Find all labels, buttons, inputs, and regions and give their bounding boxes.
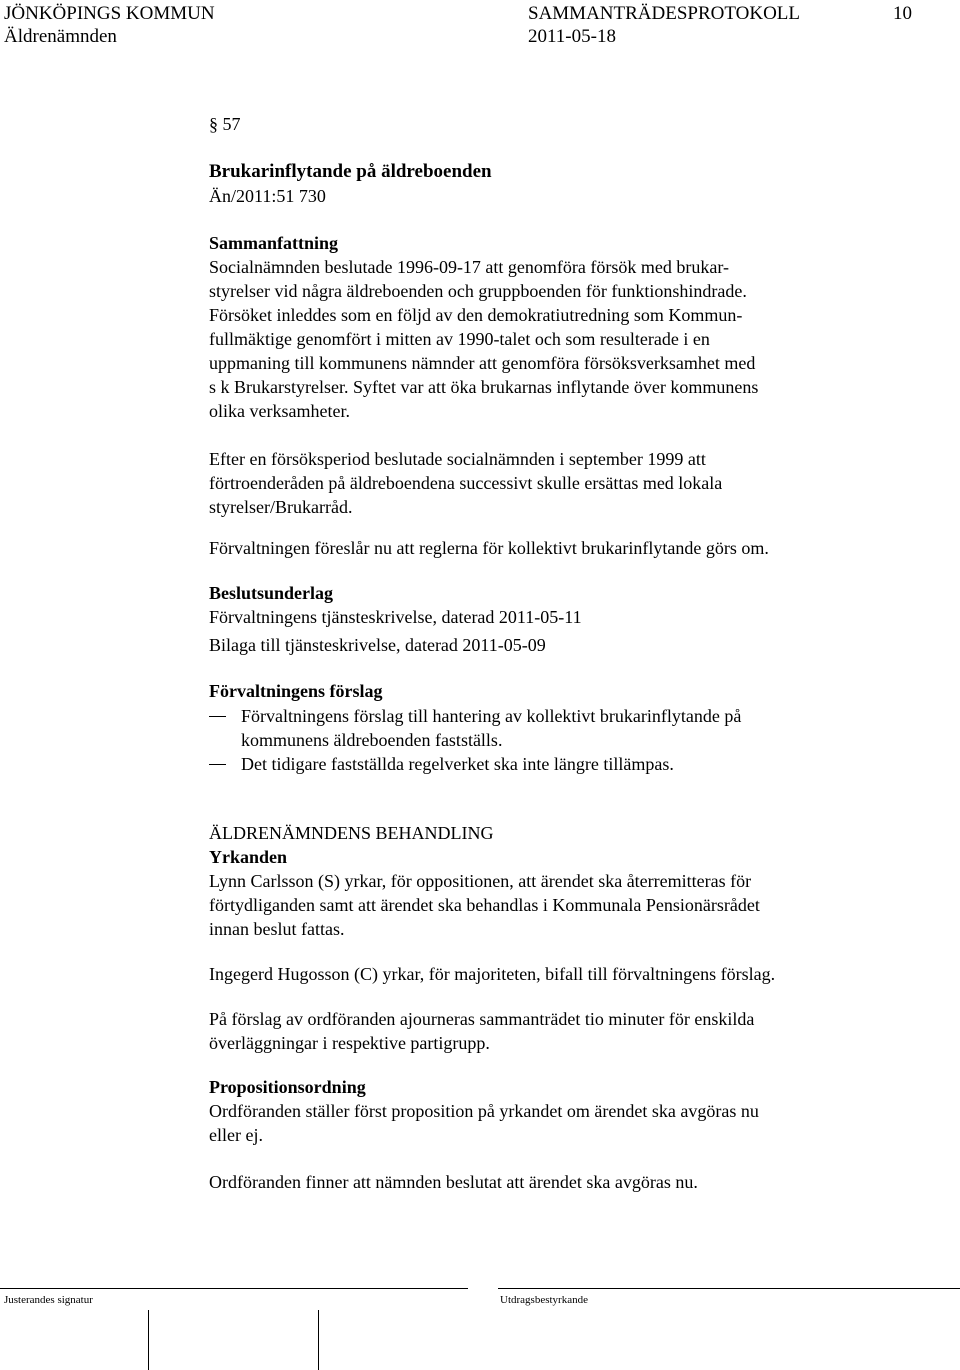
summary-para3: Förvaltningen föreslår nu att reglerna för kollektivt brukarinflytande görs om.: [209, 538, 769, 558]
yrkande-line: Lynn Carlsson (S) yrkar, för oppositionen, att ärendet ska återremitteras för: [209, 871, 752, 891]
footer-divider: [498, 1288, 960, 1289]
signature-box-divider: [318, 1310, 319, 1370]
section-number: § 57: [209, 114, 241, 134]
footer-divider: [0, 1288, 468, 1289]
summary-line: fullmäktige genomfört i mitten av 1990-talet och som resulterade i en: [209, 329, 710, 349]
proposition-heading: Propositionsordning: [209, 1077, 366, 1097]
yrkande-line: förtydliganden samt att ärendet ska behandlas i Kommunala Pensionärsrådet: [209, 895, 760, 915]
justerandes-signatur-label: Justerandes signatur: [4, 1294, 93, 1306]
dash-bullet-icon: [209, 764, 226, 765]
ajournering-line: överläggningar i respektive partigrupp.: [209, 1033, 490, 1053]
yrkande-line: innan beslut fattas.: [209, 919, 345, 939]
forslag-bullet-line: Det tidigare fastställda regelverket ska inte längre tillämpas.: [241, 754, 674, 774]
ajournering-line: På förslag av ordföranden ajourneras sammanträdet tio minuter för enskilda: [209, 1009, 755, 1029]
proposition-line: eller ej.: [209, 1125, 263, 1145]
forslag-bullet-line: Förvaltningens förslag till hantering av kollektivt brukarinflytande på: [241, 706, 742, 726]
behandling-heading: ÄLDRENÄMNDENS BEHANDLING: [209, 823, 494, 843]
sammanfattning-heading: Sammanfattning: [209, 233, 339, 253]
avslut-line: Ordföranden finner att nämnden beslutat att ärendet ska avgöras nu.: [209, 1172, 698, 1192]
department-name: Äldrenämnden: [4, 26, 117, 47]
signature-box-divider: [148, 1310, 149, 1370]
page-number: 10: [893, 3, 912, 24]
summary-line: styrelser vid några äldreboenden och gruppboenden för funktionshindrade.: [209, 281, 747, 301]
yrkande-line: Ingegerd Hugosson (C) yrkar, för majoriteten, bifall till förvaltningens förslag.: [209, 964, 776, 984]
forslag-heading: Förvaltningens förslag: [209, 681, 383, 701]
section-title: Brukarinflytande på äldreboenden: [209, 161, 492, 182]
beslutsunderlag-item: Förvaltningens tjänsteskrivelse, daterad 2011-05-11: [209, 607, 582, 627]
beslutsunderlag-item: Bilaga till tjänsteskrivelse, daterad 2011-05-09: [209, 635, 546, 655]
dash-bullet-icon: [209, 716, 226, 717]
utdragsbestyrkande-label: Utdragsbestyrkande: [500, 1294, 588, 1306]
case-id: Än/2011:51 730: [209, 186, 326, 206]
meeting-date: 2011-05-18: [528, 26, 616, 47]
summary-line: s k Brukarstyrelser. Syftet var att öka brukarnas inflytande över kommunens: [209, 377, 759, 397]
forslag-bullet-line: kommunens äldreboenden fastställs.: [241, 730, 503, 750]
org-name: JÖNKÖPINGS KOMMUN: [4, 3, 215, 24]
summary-line: Försöket inleddes som en följd av den demokratiutredning som Kommun-: [209, 305, 743, 325]
summary-para2-line: styrelser/Brukarråd.: [209, 497, 353, 517]
document-type: SAMMANTRÄDESPROTOKOLL: [528, 3, 801, 24]
beslutsunderlag-heading: Beslutsunderlag: [209, 583, 334, 603]
summary-line: uppmaning till kommunens nämnder att genomföra försöksverksamhet med: [209, 353, 756, 373]
yrkanden-heading: Yrkanden: [209, 847, 288, 867]
summary-para2-line: Efter en försöksperiod beslutade socialnämnden i september 1999 att: [209, 449, 706, 469]
summary-para2-line: förtroenderåden på äldreboendena successivt skulle ersättas med lokala: [209, 473, 723, 493]
summary-line: olika verksamheter.: [209, 401, 350, 421]
summary-line: Socialnämnden beslutade 1996-09-17 att genomföra försök med brukar-: [209, 257, 729, 277]
proposition-line: Ordföranden ställer först proposition på yrkandet om ärendet ska avgöras nu: [209, 1101, 759, 1121]
